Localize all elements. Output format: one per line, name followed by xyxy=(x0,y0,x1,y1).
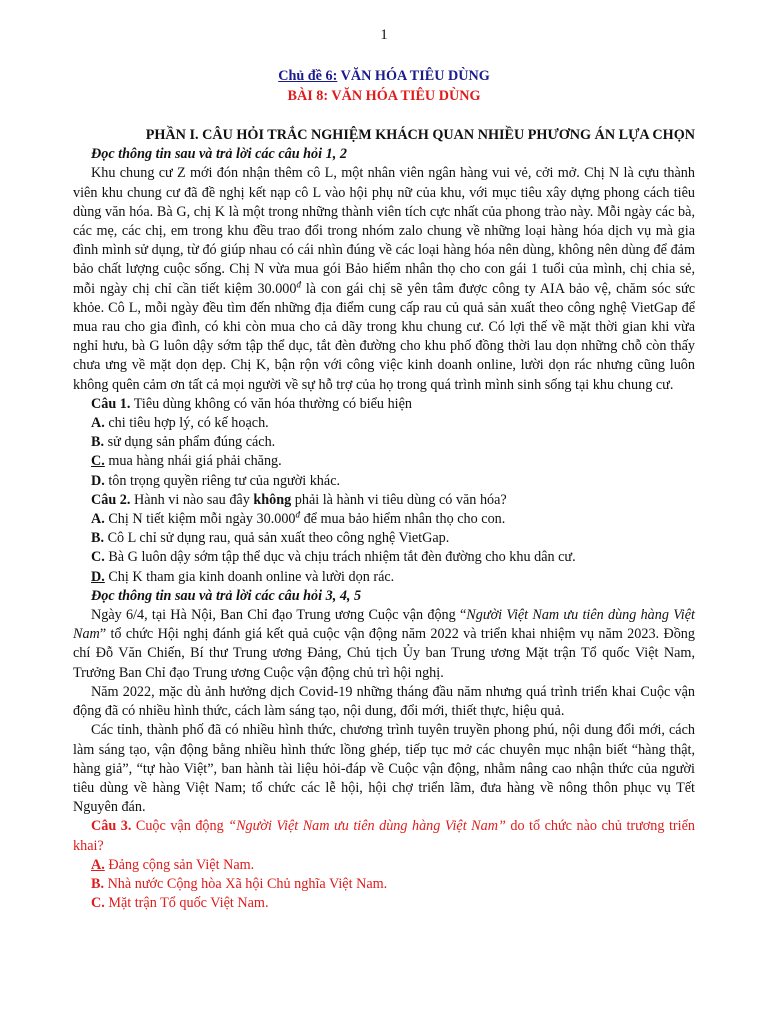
q3-option-a xyxy=(73,856,695,875)
q2-option-d xyxy=(73,568,695,587)
q1-stem xyxy=(73,395,695,414)
q3-option-b-text: Nhà nước Cộng hòa Xã hội Chủ nghĩa Việt Nam. xyxy=(104,875,388,892)
q1-text: Tiêu dùng không có văn hóa thường có biểu hiện xyxy=(130,395,412,412)
passage1-text-b: là con gái chị sẽ yên tâm được công ty AIA bảo vệ, chăm sóc sức khỏe. Cô L, mỗi ngày đều tìm đến những địa điểm cung cấp rau củ quả sản xuất theo công nghệ VietGap để mua rau cho gia đình, có khi còn mua cho cả dãy trong khu chung cư. Có lợi thế về mặt thời gian khi vừa nghỉ hưu, bà G luôn dậy sớm tập thể dục, tắt đèn đường cho khu phố đồng thời lau dọn những chỗ còn thấy chưa ưng về mặt dọn dẹp. Chị K, bận rộn với công việc kinh doanh online, lười dọn rác nhưng cũng luôn không quên cảm ơn tất cả mọi người về sự hỗ trợ của họ trong quá trình mình sinh sống tại khu chung cư. xyxy=(73,280,695,393)
q3-stem xyxy=(73,817,695,855)
q1-option-d-text: tôn trọng quyền riêng tư của người khác. xyxy=(104,472,341,489)
q2-option-b-text: Cô L chỉ sử dụng rau, quả sản xuất theo công nghệ VietGap. xyxy=(104,530,450,547)
passage2-paragraph-2: Năm 2022, mặc dù ảnh hưởng dịch Covid-19 những tháng đầu năm nhưng quá trình triển khai Cuộc vận động đã có nhiều hình thức, cách làm sáng tạo, nội dung, đổi mới, thiết thực, hiệu quả. xyxy=(73,683,695,720)
page-number: 1 xyxy=(380,27,388,43)
passage1-instruction: Đọc thông tin sau và trả lời các câu hỏi 1, 2 xyxy=(91,146,347,163)
topic-heading xyxy=(0,67,768,86)
q2-option-c-key: C. xyxy=(91,549,105,566)
q3-option-b xyxy=(73,875,695,894)
q3-option-b-key: B. xyxy=(91,875,105,892)
q2-text-bold: không xyxy=(253,491,292,508)
passage1-text-a: Khu chung cư Z mới đón nhận thêm cô L, một nhân viên ngân hàng vui vẻ, cởi mở. Chị N là cựu thành viên khu chung cư đã đề nghị kết nạp cô L vào hội phụ nữ của khu, với mục tiêu xây dựng phong cách tiêu dùng văn hóa. Bà G, chị K là một trong những thành viên tích cực nhất của phong trào này. Mỗi ngày các bà, các mẹ, các chị, em trong khu đều trao đổi trong nhóm zalo chung về những loại hàng hóa dịch vụ mà gia đình mình sử dụng, từ đó giúp nhau có cái nhìn đúng về các loại hàng hóa nên dùng, không nên dùng để đảm bảo chất lượng cuộc sống. Chị N vừa mua gói Bảo hiểm nhân thọ cho con gái 1 tuổi của mình, chị chia sẻ, mỗi ngày chị chỉ cần tiết kiệm 30.000 xyxy=(73,165,695,297)
q1-option-c-text: mua hàng nhái giá phải chăng. xyxy=(104,453,282,470)
q2-option-a-text-after: để mua bảo hiểm nhân thọ cho con. xyxy=(300,511,506,528)
q2-option-d-text: Chị K tham gia kinh doanh online và lười dọn rác. xyxy=(104,568,395,585)
passage1-text xyxy=(73,164,695,394)
q1-option-d xyxy=(73,472,695,491)
lesson-title: BÀI 8: VĂN HÓA TIÊU DÙNG xyxy=(287,88,481,104)
passage2-instruction: Đọc thông tin sau và trả lời các câu hỏi 3, 4, 5 xyxy=(91,587,362,604)
q1-option-b-text: sử dụng sản phẩm đúng cách. xyxy=(104,434,276,451)
q2-option-a-key: A. xyxy=(91,511,105,528)
q3-label: Câu 3. xyxy=(91,818,132,835)
topic-label: Chủ đề 6: xyxy=(278,68,338,84)
q1-option-a xyxy=(73,414,695,433)
passage2-p1-b: ” tổ chức Hội nghị đánh giá kết quả cuộc vận động năm 2022 và triển khai nhiệm vụ năm 2023. Đồng chí Đỗ Văn Chiến, Bí thư Trung ương Đảng, Chủ tịch Ủy ban Trung ương Mặt trận Tổ quốc Việt Nam, Trưởng Ban Chỉ đạo Trung ương Cuộc vận động chủ trì hội nghị. xyxy=(73,626,695,681)
passage2-campaign-name: Người Việt Nam ưu tiên dùng hàng Việt Nam xyxy=(73,607,695,643)
q3-option-c xyxy=(73,894,695,913)
q2-option-b-key: B. xyxy=(91,530,105,547)
q3-option-c-text: Mặt trận Tổ quốc Việt Nam. xyxy=(104,895,269,912)
q1-option-a-text: chi tiêu hợp lý, có kế hoạch. xyxy=(104,415,269,432)
q1-option-b xyxy=(73,433,695,452)
q2-option-a-sup: đ xyxy=(295,509,301,520)
q1-dot: . xyxy=(126,395,131,412)
q2-text-b: phải là hành vi tiêu dùng có văn hóa? xyxy=(291,491,507,508)
q1-option-b-key: B. xyxy=(91,434,105,451)
q3-option-a-key: A. xyxy=(91,856,105,873)
q2-label: Câu 2. xyxy=(91,491,131,508)
q3-text-b: do tổ chức nào chủ trương triển khai? xyxy=(73,818,695,854)
q2-option-c xyxy=(73,548,695,567)
passage2-paragraph-3: Các tỉnh, thành phố đã có nhiều hình thức, chương trình tuyên truyền phong phú, nội dung đổi mới, cách làm sáng tạo, vận động bằng nhiều hình thức lồng ghép, tiếp tục mở các chuyên mục nhận biết “hàng thật, hàng giả”, “tự hào Việt”, ban hành tài liệu hỏi-đáp về Cuộc vận động, nhằm nâng cao nhận thức của người tiêu dùng về hàng Việt Nam; tổ chức các lễ hội, hội chợ triển lãm, đưa hàng về nông thôn phục vụ Tết Nguyên đán. xyxy=(73,722,695,816)
document-body xyxy=(73,126,695,913)
q3-text-italic: “Người Việt Nam ưu tiên dùng hàng Việt Nam” xyxy=(228,818,506,835)
passage2-paragraph-1 xyxy=(73,606,695,683)
q3-option-a-text: Đảng cộng sản Việt Nam. xyxy=(104,856,255,873)
q2-option-a xyxy=(73,510,695,529)
q1-option-c xyxy=(73,452,695,471)
q2-option-b xyxy=(73,529,695,548)
q3-text-a: Cuộc vận động xyxy=(131,818,229,835)
q2-option-c-text: Bà G luôn dậy sớm tập thể dục và chịu trách nhiệm tắt đèn đường cho khu dân cư. xyxy=(104,549,576,566)
q1-label: Câu 1 xyxy=(91,395,127,412)
q2-stem xyxy=(73,491,695,510)
q2-option-d-key: D. xyxy=(91,568,105,585)
q2-option-a-text: Chị N tiết kiệm mỗi ngày 30.000 xyxy=(104,511,296,528)
q2-text-a: Hành vi nào sau đây xyxy=(130,491,254,508)
q3-option-c-key: C. xyxy=(91,895,105,912)
q1-option-d-key: D. xyxy=(91,472,105,489)
part1-heading: PHẦN I. CÂU HỎI TRẮC NGHIỆM KHÁCH QUAN NHIỀU PHƯƠNG ÁN LỰA CHỌN xyxy=(145,127,695,143)
currency-sup: đ xyxy=(296,278,301,289)
topic-title: VĂN HÓA TIÊU DÙNG xyxy=(337,68,490,84)
q1-option-c-key: C. xyxy=(91,453,105,470)
q1-option-a-key: A. xyxy=(91,415,105,432)
passage2-p1-a: Ngày 6/4, tại Hà Nội, Ban Chỉ đạo Trung ương Cuộc vận động “ xyxy=(91,607,467,624)
